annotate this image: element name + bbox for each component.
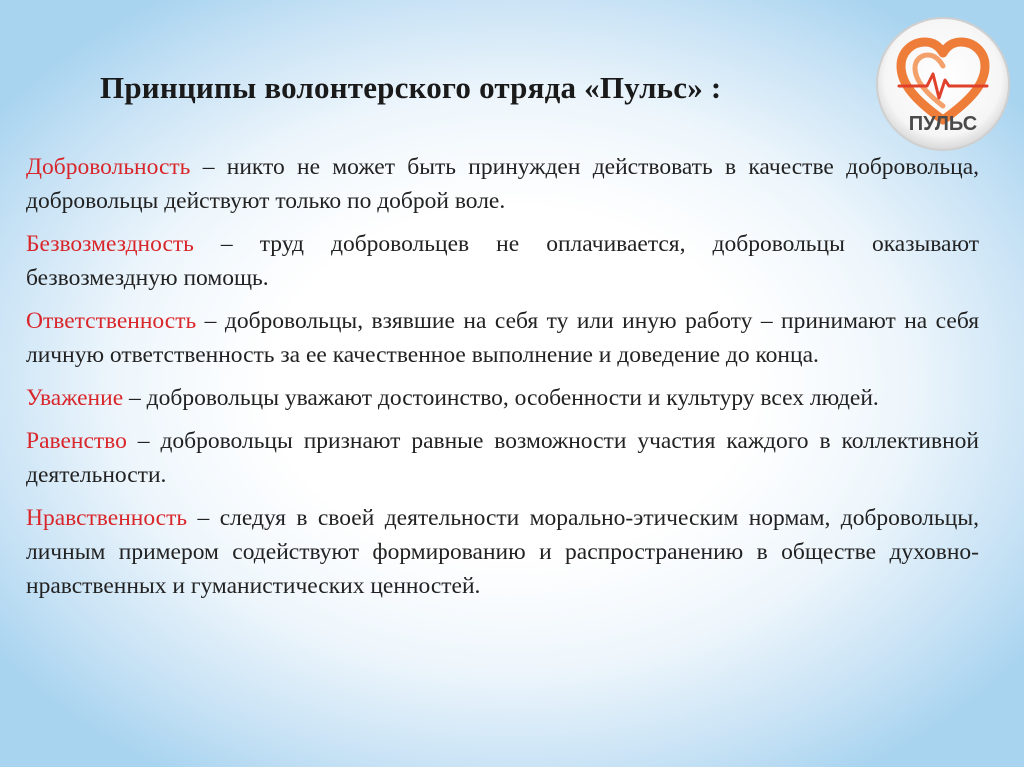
- principle-text: – труд добровольцев не оплачивается, добровольцы оказывают безвозмездную помощь.: [26, 231, 979, 291]
- principle-item: [26, 501, 979, 603]
- principle-text: – никто не может быть принужден действовать в качестве добровольца, добровольцы действуют только по доброй воле.: [26, 154, 979, 214]
- logo-text: ПУЛЬС: [908, 113, 978, 135]
- principle-item: [26, 150, 979, 218]
- principles-list: [26, 150, 979, 612]
- principle-term: Равенство: [26, 428, 127, 454]
- principle-term: Добровольность: [26, 154, 191, 180]
- pulse-logo: [875, 16, 1011, 152]
- principle-item: [26, 304, 979, 372]
- principle-item: [26, 424, 979, 492]
- principle-item: [26, 381, 979, 415]
- heart-pulse-logo-icon: [875, 16, 1011, 152]
- principle-text: – добровольцы уважают достоинство, особенности и культуру всех людей.: [123, 385, 879, 411]
- principle-term: Уважение: [26, 385, 124, 411]
- principle-term: Ответственность: [26, 308, 197, 334]
- slide-title: Принципы волонтерского отряда «Пульс» :: [100, 70, 722, 105]
- principle-item: [26, 227, 979, 295]
- principle-term: Нравственность: [26, 505, 188, 531]
- principle-text: – добровольцы, взявшие на себя ту или иную работу – принимают на себя личную ответственность за ее качественное выполнение и доведение до конца.: [26, 308, 979, 368]
- principle-text: – добровольцы признают равные возможности участия каждого в коллективной деятельности.: [26, 428, 979, 488]
- principle-term: Безвозмездность: [26, 231, 194, 257]
- principle-text: – следуя в своей деятельности морально-этическим нормам, добровольцы, личным примером содействуют формированию и распространению в обществе духовно-нравственных и гуманистических ценностей.: [26, 505, 979, 599]
